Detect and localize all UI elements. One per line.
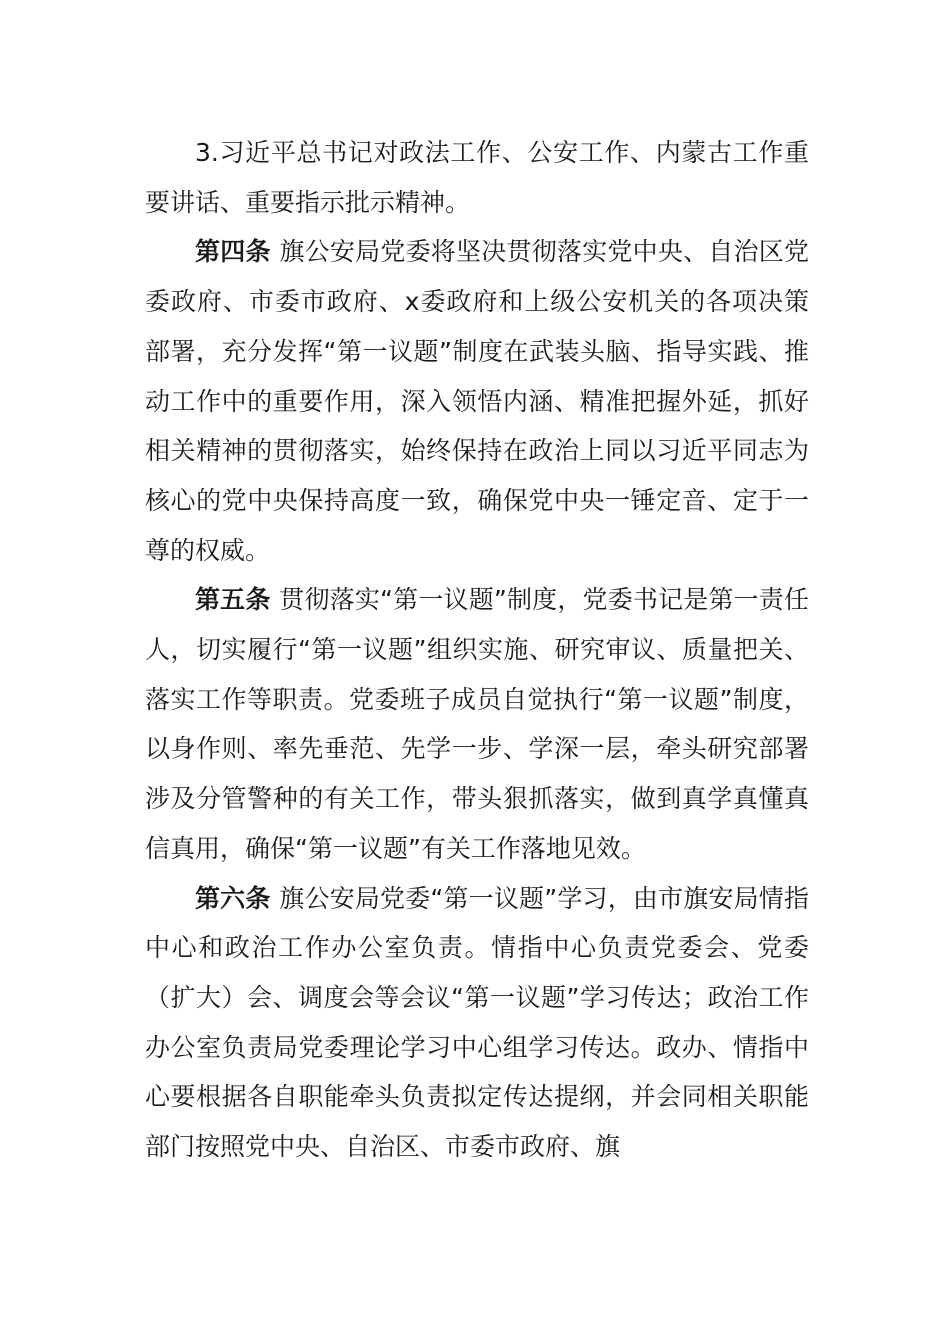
- article-6-paragraph: [145, 874, 809, 1172]
- article-5-paragraph: [145, 575, 809, 873]
- article-number: 第四条: [195, 237, 271, 267]
- paragraph-text: 旗公安局党委“第一议题”学习，由市旗安局情指中心和政治工作办公室负责。情指中心负责党委会、党委（扩大）会、调度会等会议“第一议题”学习传达；政治工作办公室负责局党委理论学习中心组学习传达。政办、情指中心要根据各自职能牵头负责拟定传达提纲，并会同相关职能部门按照党中央、自治区、市委市政府、旗: [145, 883, 809, 1162]
- paragraph-text: 3.习近平总书记对政法工作、公安工作、内蒙古工作重要讲话、重要指示批示精神。: [145, 138, 809, 217]
- article-number: 第五条: [195, 585, 271, 615]
- article-number: 第六条: [195, 883, 271, 913]
- paragraph-text: 贯彻落实“第一议题”制度，党委书记是第一责任人，切实履行“第一议题”组织实施、研究审议、质量把关、落实工作等职责。党委班子成员自觉执行“第一议题”制度，以身作则、率先垂范、先学一步、学深一层，牵头研究部署涉及分管警种的有关工作，带头狠抓落实，做到真学真懂真信真用，确保“第一议题”有关工作落地见效。: [145, 585, 809, 863]
- article-4-paragraph: [145, 227, 809, 575]
- paragraph-text: 旗公安局党委将坚决贯彻落实党中央、自治区党委政府、市委市政府、x委政府和上级公安机关的各项决策部署，充分发挥“第一议题”制度在武装头脑、指导实践、推动工作中的重要作用，深入领悟内涵、精准把握外延，抓好相关精神的贯彻落实，始终保持在政治上同以习近平同志为核心的党中央保持高度一致，确保党中央一锤定音、定于一尊的权威。: [145, 237, 809, 565]
- document-page: [145, 128, 809, 1172]
- paragraph-item-3: [145, 128, 809, 227]
